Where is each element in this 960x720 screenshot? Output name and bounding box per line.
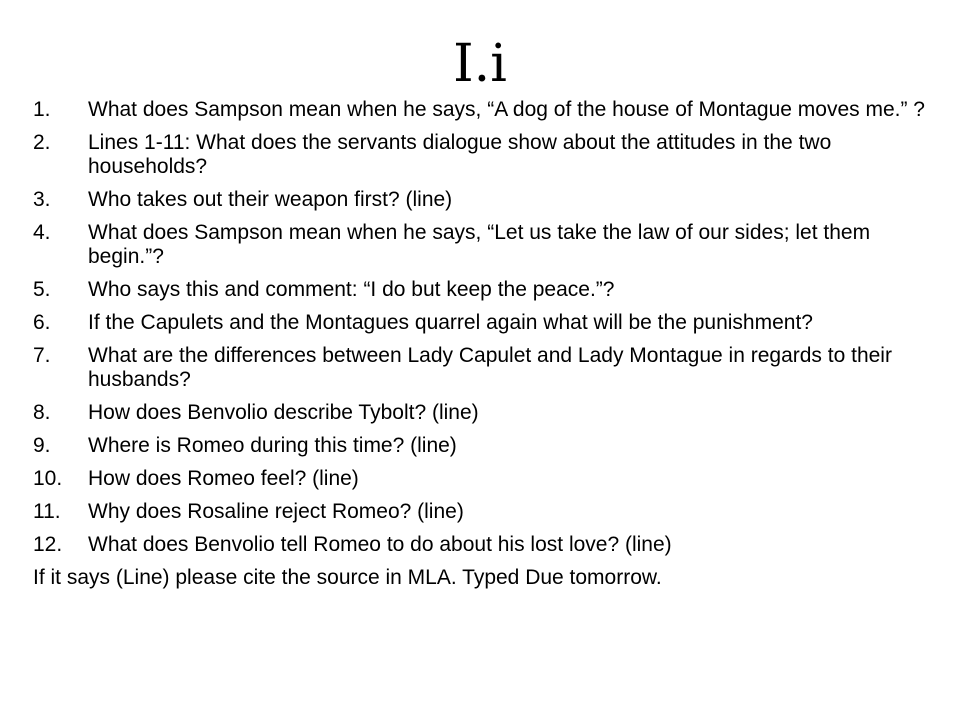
question-number: 4. [33,221,51,244]
question-number: 9. [33,434,51,457]
question-item [33,434,933,458]
question-text: Why does Rosaline reject Romeo? (line) [88,500,464,523]
question-number: 2. [33,131,51,154]
question-text: Where is Romeo during this time? (line) [88,434,457,457]
question-item [33,278,933,302]
question-number: 10. [33,467,63,490]
question-text: If the Capulets and the Montagues quarrel again what will be the punishment? [88,311,813,334]
question-text: Lines 1-11: What does the servants dialogue show about the attitudes in the two households? [88,131,832,178]
question-number: 1. [33,98,51,121]
question-text: Who says this and comment: “I do but keep the peace.”? [88,278,615,301]
question-text: How does Romeo feel? (line) [88,467,359,490]
question-item [33,221,933,269]
question-text: What does Sampson mean when he says, “Let us take the law of our sides; let them begin.”? [88,221,871,268]
question-item [33,98,933,122]
question-number: 7. [33,344,51,367]
question-number: 5. [33,278,51,301]
question-item [33,344,933,392]
question-number: 6. [33,311,51,334]
question-list [33,98,933,557]
question-text: Who takes out their weapon first? (line) [88,188,453,211]
question-number: 12. [33,533,63,556]
footer-note: If it says (Line) please cite the source in MLA. Typed Due tomorrow. [33,566,662,589]
question-number: 11. [33,500,61,523]
question-item [33,401,933,425]
question-item [33,311,933,335]
question-item [33,467,933,491]
question-text: What does Sampson mean when he says, “A dog of the house of Montague moves me.” ? [88,98,925,121]
question-text: How does Benvolio describe Tybolt? (line) [88,401,479,424]
question-number: 3. [33,188,51,211]
question-text: What does Benvolio tell Romeo to do about his lost love? (line) [88,533,672,556]
slide-content [33,98,933,590]
question-item [33,131,933,179]
question-item [33,188,933,212]
question-item [33,533,933,557]
question-text: What are the differences between Lady Capulet and Lady Montague in regards to their husbands? [88,344,892,391]
slide-title: I.i [453,34,507,94]
question-item [33,500,933,524]
question-number: 8. [33,401,51,424]
